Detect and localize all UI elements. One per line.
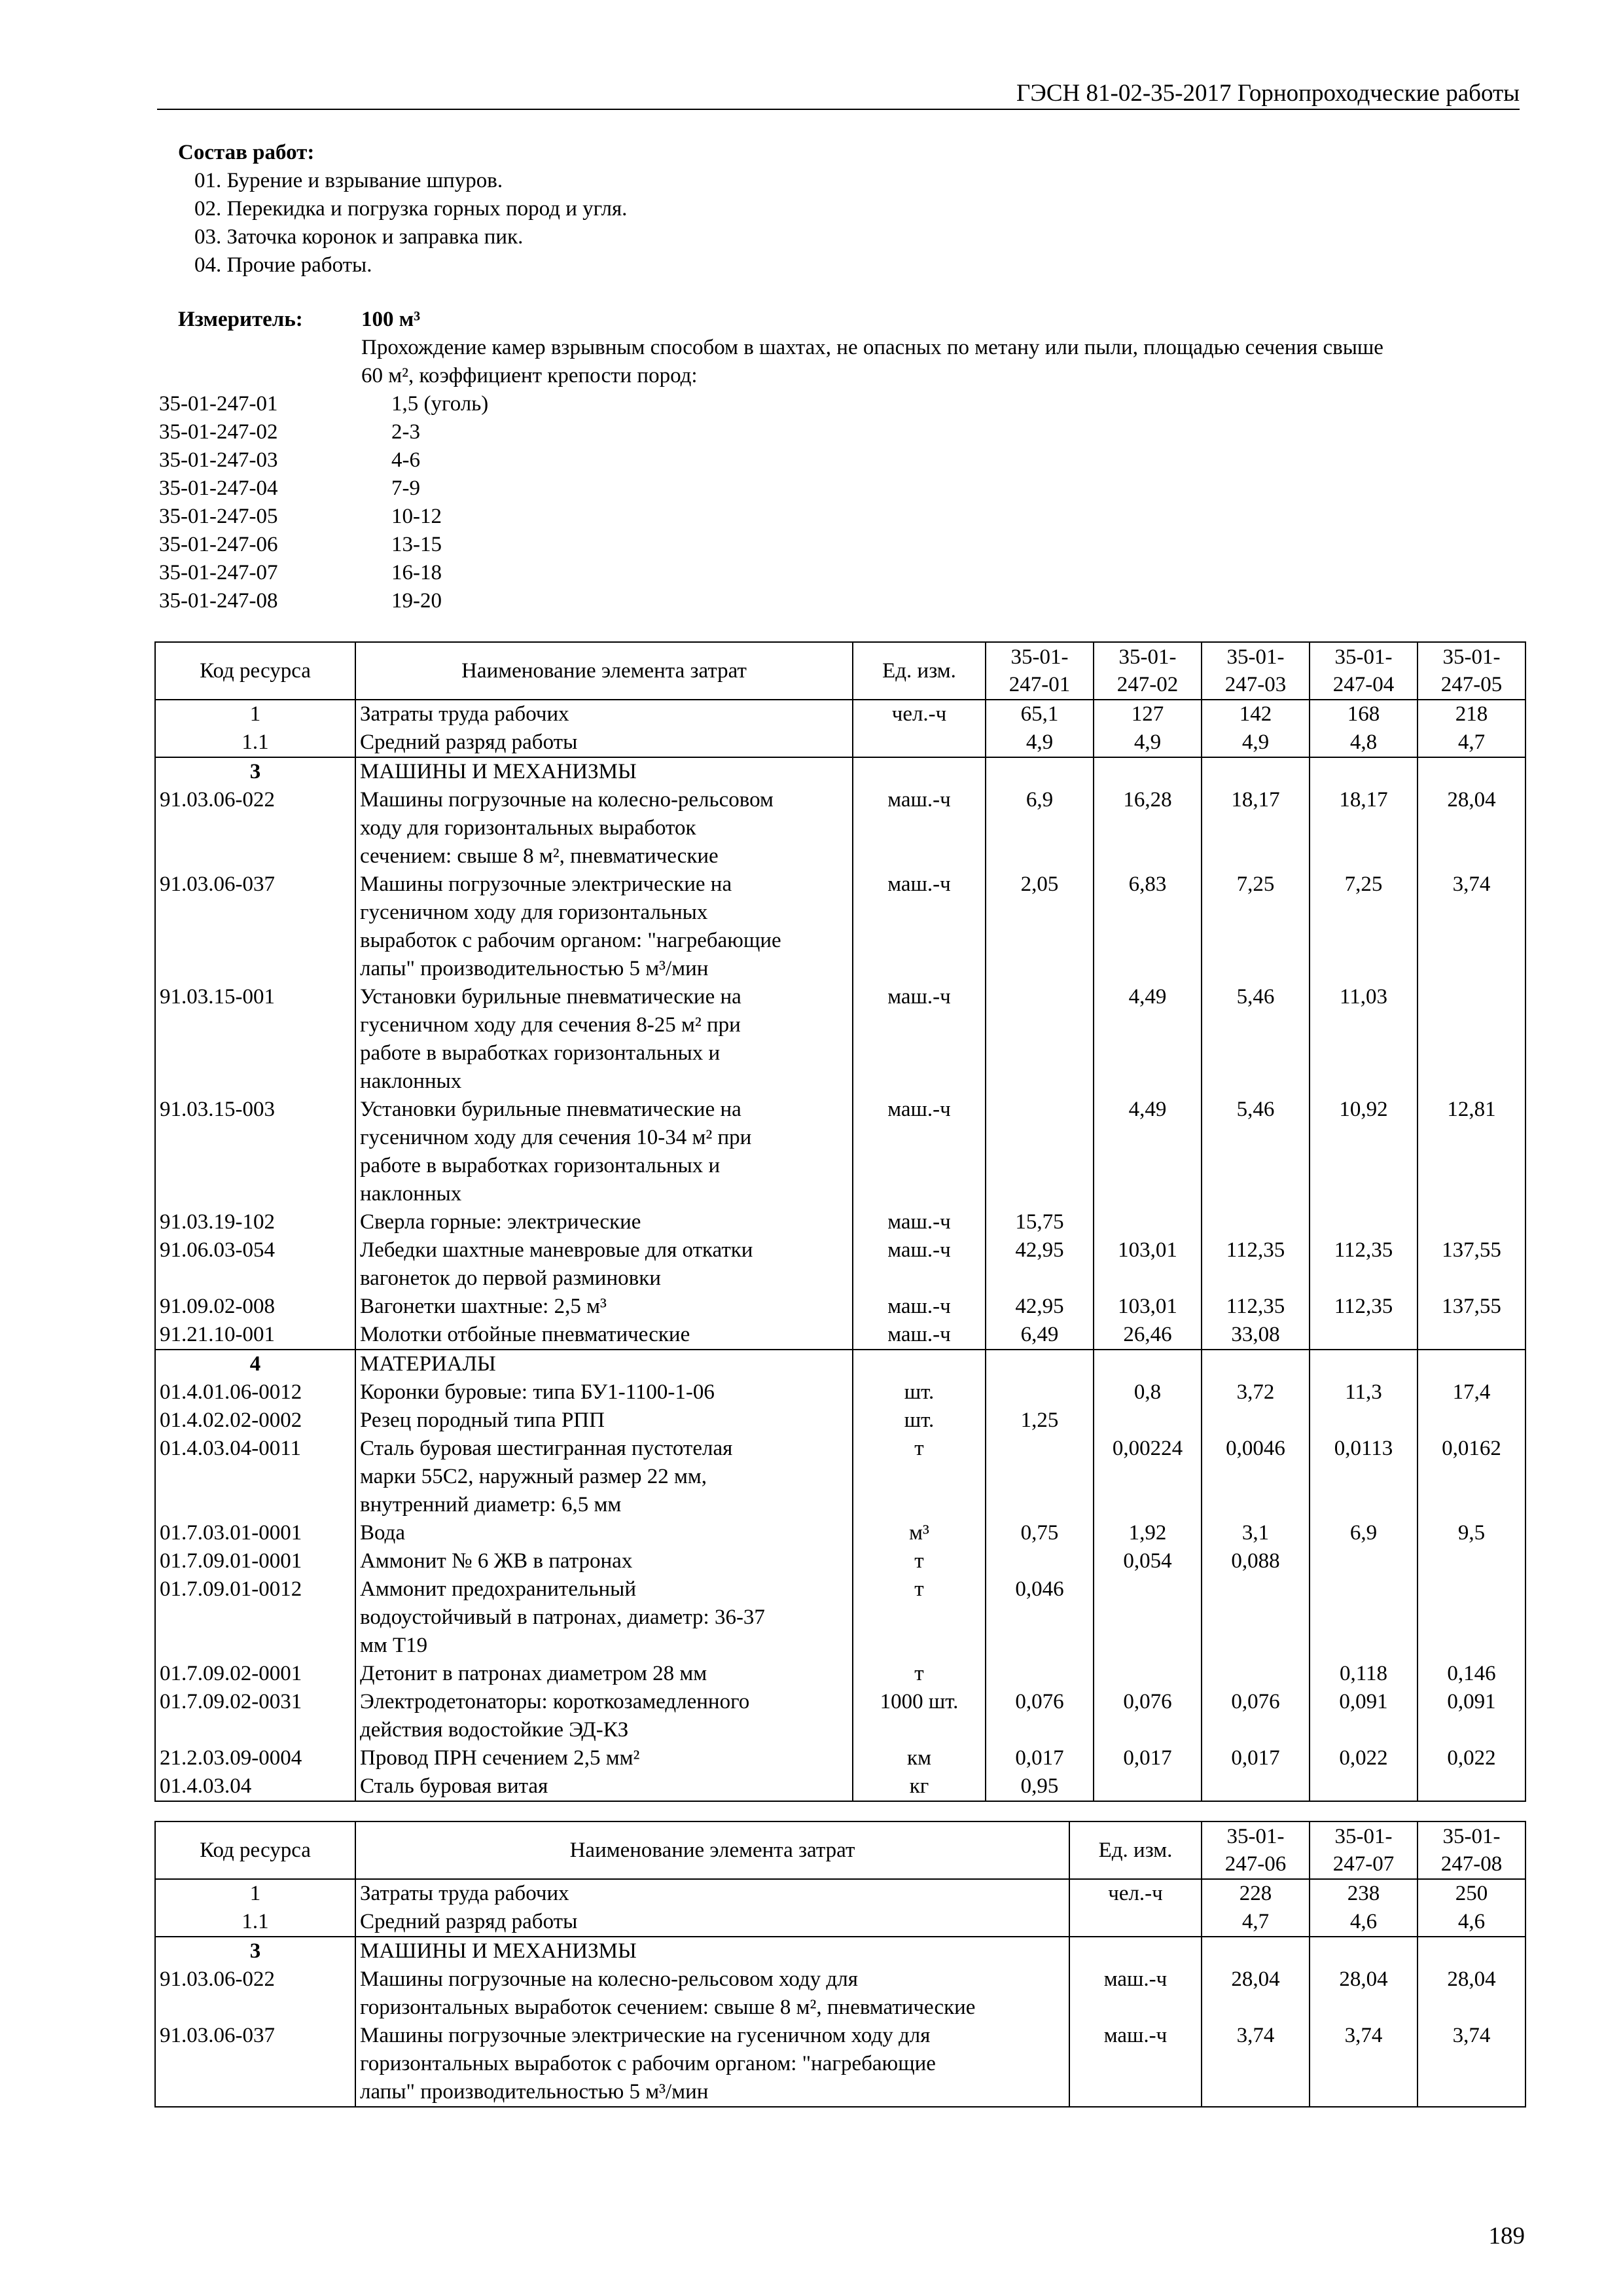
value-cell: 5,46	[1202, 983, 1310, 1096]
unit: маш.-ч	[1069, 1965, 1202, 2022]
value-cell: 112,35	[1202, 1293, 1310, 1321]
value-cell: 3,74	[1202, 2022, 1310, 2107]
value-cell: 65,1	[986, 700, 1094, 728]
column-header: 35-01- 247-07	[1310, 1821, 1418, 1879]
value-cell	[1202, 1575, 1310, 1660]
work-item: 01. Бурение и взрывание шпуров.	[194, 169, 503, 192]
table-row	[155, 983, 1525, 1096]
resource-code: 1.1	[155, 728, 355, 757]
value-cell	[1202, 1407, 1310, 1435]
column-header: Ед. изм.	[1069, 1821, 1202, 1879]
resource-code: 91.03.06-037	[155, 870, 355, 983]
value-cell: 0,091	[1418, 1688, 1525, 1744]
value-cell: 4,6	[1418, 1908, 1525, 1937]
table-row	[155, 1879, 1525, 1908]
value-cell: 28,04	[1202, 1965, 1310, 2022]
value-cell: 3,1	[1202, 1519, 1310, 1547]
column-header: 35-01- 247-02	[1094, 642, 1202, 700]
resource-code: 01.4.01.06-0012	[155, 1378, 355, 1407]
work-composition-heading: Состав работ:	[178, 141, 315, 164]
value-cell: 142	[1202, 700, 1310, 728]
unit: маш.-ч	[853, 786, 986, 870]
section-row	[155, 757, 1525, 786]
resource-name: Вода	[355, 1519, 853, 1547]
unit	[853, 728, 986, 757]
resource-name: Сталь буровая шестигранная пустотелая марки 55С2, наружный размер 22 мм, внутренний диаметр: 6,5 мм	[355, 1435, 853, 1519]
table-row	[155, 2022, 1525, 2107]
value-cell: 3,72	[1202, 1378, 1310, 1407]
value-cell	[1418, 1772, 1525, 1801]
value-cell	[1310, 757, 1418, 786]
measure-description: 60 м², коэффициент крепости пород:	[361, 364, 698, 387]
unit: маш.-ч	[853, 1321, 986, 1350]
resource-name: Вагонетки шахтные: 2,5 м³	[355, 1293, 853, 1321]
resource-code: 91.09.02-008	[155, 1293, 355, 1321]
value-cell	[1310, 1350, 1418, 1378]
value-cell: 4,6	[1310, 1908, 1418, 1937]
resource-name: Лебедки шахтные маневровые для откатки вагонеток до первой разминовки	[355, 1236, 853, 1293]
norm-code-value: 13-15	[391, 533, 442, 556]
unit: маш.-ч	[853, 870, 986, 983]
value-cell	[986, 983, 1094, 1096]
value-cell: 28,04	[1310, 1965, 1418, 2022]
value-cell: 250	[1418, 1879, 1525, 1908]
table-row	[155, 1293, 1525, 1321]
norm-code-value: 2-3	[391, 420, 420, 444]
value-cell: 0,046	[986, 1575, 1094, 1660]
norm-code: 35-01-247-07	[159, 561, 278, 584]
resource-code: 01.4.03.04	[155, 1772, 355, 1801]
value-cell: 4,9	[986, 728, 1094, 757]
value-cell: 0,017	[986, 1744, 1094, 1772]
value-cell	[1310, 1937, 1418, 1965]
section-row	[155, 1937, 1525, 1965]
value-cell	[1418, 757, 1525, 786]
value-cell: 0,95	[986, 1772, 1094, 1801]
norm-code: 35-01-247-04	[159, 476, 278, 500]
value-cell	[986, 1435, 1094, 1519]
unit: маш.-ч	[853, 1096, 986, 1208]
unit: шт.	[853, 1407, 986, 1435]
value-cell: 6,9	[1310, 1519, 1418, 1547]
resource-code: 01.7.09.02-0031	[155, 1688, 355, 1744]
norm-code: 35-01-247-01	[159, 392, 278, 416]
value-cell	[1310, 1407, 1418, 1435]
value-cell	[1310, 1772, 1418, 1801]
norm-code: 35-01-247-05	[159, 505, 278, 528]
resource-name: МАШИНЫ И МЕХАНИЗМЫ	[355, 1937, 1069, 1965]
unit	[853, 757, 986, 786]
value-cell: 0,022	[1418, 1744, 1525, 1772]
resource-name: Установки бурильные пневматические на гусеничном ходу для сечения 10-34 м² при работе в выработках горизонтальных и наклонных	[355, 1096, 853, 1208]
table-row	[155, 1236, 1525, 1293]
table-row	[155, 1688, 1525, 1744]
work-item: 02. Перекидка и погрузка горных пород и угля.	[194, 197, 628, 221]
measure-description: Прохождение камер взрывным способом в шахтах, не опасных по метану или пыли, площадью сечения свыше	[361, 336, 1383, 359]
unit: т	[853, 1660, 986, 1688]
table-row	[155, 728, 1525, 757]
resource-code: 01.7.03.01-0001	[155, 1519, 355, 1547]
value-cell	[1202, 757, 1310, 786]
table-row	[155, 1378, 1525, 1407]
value-cell: 7,25	[1310, 870, 1418, 983]
value-cell: 0,022	[1310, 1744, 1418, 1772]
value-cell	[1310, 1575, 1418, 1660]
table-row	[155, 870, 1525, 983]
value-cell	[1094, 1407, 1202, 1435]
measure-value: 100 м³	[361, 308, 421, 331]
value-cell	[986, 1378, 1094, 1407]
resource-code: 91.21.10-001	[155, 1321, 355, 1350]
value-cell: 28,04	[1418, 1965, 1525, 2022]
value-cell: 0,076	[1094, 1688, 1202, 1744]
value-cell	[1202, 1208, 1310, 1236]
norm-code-value: 10-12	[391, 505, 442, 528]
value-cell: 4,7	[1202, 1908, 1310, 1937]
resource-name: Электродетонаторы: короткозамедленного действия водостойкие ЭД-КЗ	[355, 1688, 853, 1744]
cost-table-1	[154, 641, 1526, 1802]
value-cell: 6,49	[986, 1321, 1094, 1350]
table-row	[155, 1519, 1525, 1547]
resource-name: Аммонит № 6 ЖВ в патронах	[355, 1547, 853, 1575]
unit: чел.-ч	[853, 700, 986, 728]
value-cell: 4,8	[1310, 728, 1418, 757]
value-cell: 0,076	[1202, 1688, 1310, 1744]
resource-name: Резец породный типа РПП	[355, 1407, 853, 1435]
value-cell	[986, 1660, 1094, 1688]
resource-code: 01.7.09.01-0001	[155, 1547, 355, 1575]
column-header: Код ресурса	[155, 1821, 355, 1879]
unit: кг	[853, 1772, 986, 1801]
value-cell: 2,05	[986, 870, 1094, 983]
resource-code: 01.7.09.01-0012	[155, 1575, 355, 1660]
value-cell: 0,091	[1310, 1688, 1418, 1744]
resource-name: Сталь буровая витая	[355, 1772, 853, 1801]
column-header: 35-01- 247-03	[1202, 642, 1310, 700]
resource-name: Коронки буровые: типа БУ1-1100-1-06	[355, 1378, 853, 1407]
resource-code: 1.1	[155, 1908, 355, 1937]
value-cell	[1094, 1350, 1202, 1378]
value-cell: 103,01	[1094, 1236, 1202, 1293]
value-cell: 0,146	[1418, 1660, 1525, 1688]
value-cell: 0,0162	[1418, 1435, 1525, 1519]
page-number: 189	[1488, 2223, 1525, 2250]
value-cell: 0,0046	[1202, 1435, 1310, 1519]
value-cell: 0,75	[986, 1519, 1094, 1547]
resource-code: 1	[155, 1879, 355, 1908]
value-cell: 4,9	[1094, 728, 1202, 757]
value-cell: 137,55	[1418, 1293, 1525, 1321]
value-cell: 0,8	[1094, 1378, 1202, 1407]
value-cell: 137,55	[1418, 1236, 1525, 1293]
value-cell: 4,49	[1094, 983, 1202, 1096]
resource-name: Молотки отбойные пневматические	[355, 1321, 853, 1350]
resource-code: 91.03.15-001	[155, 983, 355, 1096]
value-cell: 0,017	[1094, 1744, 1202, 1772]
unit: маш.-ч	[853, 1293, 986, 1321]
norm-code: 35-01-247-03	[159, 448, 278, 472]
table-row	[155, 1407, 1525, 1435]
resource-code: 91.03.06-037	[155, 2022, 355, 2107]
table-row	[155, 786, 1525, 870]
unit	[1069, 1937, 1202, 1965]
value-cell: 112,35	[1310, 1236, 1418, 1293]
value-cell: 1,92	[1094, 1519, 1202, 1547]
value-cell: 0,076	[986, 1688, 1094, 1744]
value-cell: 12,81	[1418, 1096, 1525, 1208]
value-cell	[1202, 1350, 1310, 1378]
value-cell: 228	[1202, 1879, 1310, 1908]
unit: маш.-ч	[853, 1208, 986, 1236]
value-cell	[1418, 1575, 1525, 1660]
column-header: Наименование элемента затрат	[355, 1821, 1069, 1879]
value-cell: 7,25	[1202, 870, 1310, 983]
value-cell: 6,9	[986, 786, 1094, 870]
resource-name: Машины погрузочные электрические на гусеничном ходу для горизонтальных выработок с рабочим органом: "нагребающие лапы" производительностью 5 м³/мин	[355, 2022, 1069, 2107]
value-cell: 15,75	[986, 1208, 1094, 1236]
value-cell: 0,088	[1202, 1547, 1310, 1575]
unit: м³	[853, 1519, 986, 1547]
table-row	[155, 1208, 1525, 1236]
value-cell: 1,25	[986, 1407, 1094, 1435]
value-cell: 4,9	[1202, 728, 1310, 757]
value-cell: 28,04	[1418, 786, 1525, 870]
column-header: 35-01- 247-06	[1202, 1821, 1310, 1879]
value-cell	[1094, 757, 1202, 786]
unit: маш.-ч	[853, 1236, 986, 1293]
resource-code: 91.03.06-022	[155, 1965, 355, 2022]
value-cell	[1310, 1547, 1418, 1575]
header-rule	[157, 109, 1520, 110]
value-cell: 238	[1310, 1879, 1418, 1908]
resource-code: 91.03.15-003	[155, 1096, 355, 1208]
table-row	[155, 1547, 1525, 1575]
resource-name: Средний разряд работы	[355, 728, 853, 757]
value-cell: 0,00224	[1094, 1435, 1202, 1519]
norm-code-value: 4-6	[391, 448, 420, 472]
value-cell	[1418, 983, 1525, 1096]
measure-label: Измеритель:	[178, 308, 303, 331]
value-cell	[1094, 1575, 1202, 1660]
value-cell: 112,35	[1202, 1236, 1310, 1293]
value-cell	[986, 757, 1094, 786]
norm-code-value: 16-18	[391, 561, 442, 584]
unit: т	[853, 1575, 986, 1660]
value-cell: 42,95	[986, 1236, 1094, 1293]
value-cell: 5,46	[1202, 1096, 1310, 1208]
value-cell: 168	[1310, 700, 1418, 728]
resource-name: Затраты труда рабочих	[355, 1879, 1069, 1908]
unit: маш.-ч	[1069, 2022, 1202, 2107]
column-header: Ед. изм.	[853, 642, 986, 700]
resource-code: 01.4.02.02-0002	[155, 1407, 355, 1435]
table-row	[155, 1744, 1525, 1772]
cost-table-2	[154, 1821, 1526, 2108]
resource-code: 3	[155, 1937, 355, 1965]
value-cell	[986, 1350, 1094, 1378]
resource-code: 01.7.09.02-0001	[155, 1660, 355, 1688]
value-cell	[1418, 1350, 1525, 1378]
value-cell	[1310, 1208, 1418, 1236]
value-cell: 10,92	[1310, 1096, 1418, 1208]
resource-name: Машины погрузочные на колесно-рельсовом ходу для горизонтальных выработок сечением: свыше 8 м², пневматические	[355, 786, 853, 870]
running-header: ГЭСН 81-02-35-2017 Горнопроходческие работы	[1016, 80, 1520, 107]
value-cell: 11,3	[1310, 1378, 1418, 1407]
value-cell: 18,17	[1310, 786, 1418, 870]
value-cell: 42,95	[986, 1293, 1094, 1321]
resource-name: МАТЕРИАЛЫ	[355, 1350, 853, 1378]
table-row	[155, 1575, 1525, 1660]
value-cell: 3,74	[1418, 2022, 1525, 2107]
resource-name: Затраты труда рабочих	[355, 700, 853, 728]
value-cell	[1094, 1772, 1202, 1801]
work-item: 03. Заточка коронок и заправка пик.	[194, 225, 524, 249]
column-header: 35-01- 247-04	[1310, 642, 1418, 700]
norm-code: 35-01-247-02	[159, 420, 278, 444]
value-cell: 103,01	[1094, 1293, 1202, 1321]
value-cell: 127	[1094, 700, 1202, 728]
table-row	[155, 1772, 1525, 1801]
resource-name: Средний разряд работы	[355, 1908, 1069, 1937]
resource-name: Установки бурильные пневматические на гусеничном ходу для сечения 8-25 м² при работе в выработках горизонтальных и наклонных	[355, 983, 853, 1096]
value-cell: 11,03	[1310, 983, 1418, 1096]
value-cell: 4,49	[1094, 1096, 1202, 1208]
value-cell	[986, 1096, 1094, 1208]
unit	[853, 1350, 986, 1378]
unit	[1069, 1908, 1202, 1937]
resource-name: Машины погрузочные на колесно-рельсовом ходу для горизонтальных выработок сечением: свыше 8 м², пневматические	[355, 1965, 1069, 2022]
value-cell	[986, 1547, 1094, 1575]
table-row	[155, 1321, 1525, 1350]
resource-code: 91.03.19-102	[155, 1208, 355, 1236]
value-cell	[1418, 1937, 1525, 1965]
section-row	[155, 1350, 1525, 1378]
resource-code: 21.2.03.09-0004	[155, 1744, 355, 1772]
value-cell: 17,4	[1418, 1378, 1525, 1407]
value-cell	[1418, 1321, 1525, 1350]
table-row	[155, 1908, 1525, 1937]
unit: т	[853, 1547, 986, 1575]
column-header: 35-01- 247-08	[1418, 1821, 1525, 1879]
unit: маш.-ч	[853, 983, 986, 1096]
unit: шт.	[853, 1378, 986, 1407]
unit: чел.-ч	[1069, 1879, 1202, 1908]
resource-name: Сверла горные: электрические	[355, 1208, 853, 1236]
norm-code-value: 7-9	[391, 476, 420, 500]
value-cell: 6,83	[1094, 870, 1202, 983]
work-item: 04. Прочие работы.	[194, 253, 372, 277]
value-cell	[1418, 1547, 1525, 1575]
value-cell	[1202, 1772, 1310, 1801]
resource-code: 1	[155, 700, 355, 728]
value-cell: 218	[1418, 700, 1525, 728]
resource-name: МАШИНЫ И МЕХАНИЗМЫ	[355, 757, 853, 786]
norm-code-value: 19-20	[391, 589, 442, 613]
value-cell	[1418, 1208, 1525, 1236]
value-cell	[1094, 1208, 1202, 1236]
column-header: Код ресурса	[155, 642, 355, 700]
unit: т	[853, 1435, 986, 1519]
column-header: 35-01- 247-05	[1418, 642, 1525, 700]
table-row	[155, 1435, 1525, 1519]
resource-name: Аммонит предохранительный водоустойчивый в патронах, диаметр: 36-37 мм Т19	[355, 1575, 853, 1660]
value-cell: 16,28	[1094, 786, 1202, 870]
resource-code: 91.03.06-022	[155, 786, 355, 870]
value-cell: 0,054	[1094, 1547, 1202, 1575]
resource-name: Детонит в патронах диаметром 28 мм	[355, 1660, 853, 1688]
resource-code: 91.06.03-054	[155, 1236, 355, 1293]
column-header: Наименование элемента затрат	[355, 642, 853, 700]
value-cell: 4,7	[1418, 728, 1525, 757]
value-cell	[1094, 1660, 1202, 1688]
resource-code: 3	[155, 757, 355, 786]
norm-code: 35-01-247-08	[159, 589, 278, 613]
norm-code: 35-01-247-06	[159, 533, 278, 556]
column-header: 35-01- 247-01	[986, 642, 1094, 700]
value-cell	[1418, 1407, 1525, 1435]
value-cell: 26,46	[1094, 1321, 1202, 1350]
value-cell: 18,17	[1202, 786, 1310, 870]
value-cell: 9,5	[1418, 1519, 1525, 1547]
table-row	[155, 700, 1525, 728]
value-cell: 0,017	[1202, 1744, 1310, 1772]
norm-code-value: 1,5 (уголь)	[391, 392, 489, 416]
value-cell: 0,0113	[1310, 1435, 1418, 1519]
value-cell: 0,118	[1310, 1660, 1418, 1688]
resource-name: Провод ПРН сечением 2,5 мм²	[355, 1744, 853, 1772]
value-cell	[1202, 1937, 1310, 1965]
table-row	[155, 1660, 1525, 1688]
value-cell: 33,08	[1202, 1321, 1310, 1350]
table-row	[155, 1965, 1525, 2022]
value-cell: 3,74	[1310, 2022, 1418, 2107]
value-cell	[1202, 1660, 1310, 1688]
value-cell	[1310, 1321, 1418, 1350]
unit: км	[853, 1744, 986, 1772]
table-row	[155, 1096, 1525, 1208]
resource-name: Машины погрузочные электрические на гусеничном ходу для горизонтальных выработок с рабочим органом: "нагребающие лапы" производительностью 5 м³/мин	[355, 870, 853, 983]
value-cell: 112,35	[1310, 1293, 1418, 1321]
unit: 1000 шт.	[853, 1688, 986, 1744]
resource-code: 4	[155, 1350, 355, 1378]
resource-code: 01.4.03.04-0011	[155, 1435, 355, 1519]
value-cell: 3,74	[1418, 870, 1525, 983]
